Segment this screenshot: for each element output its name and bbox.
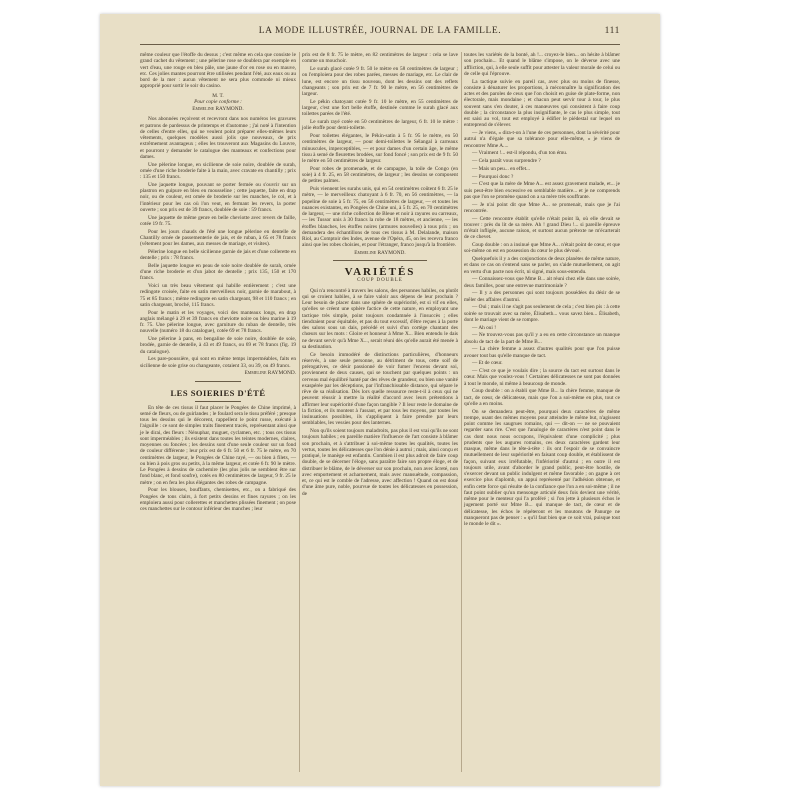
paragraph: Pèlerine longue en belle sicilienne garnie de jais et d'une collerette en dentelle ; prix : 78 francs.	[140, 248, 296, 261]
paragraph: Pour robes de promenade, et de campagne, la toile de Congo (en soie) à 4 fr. 25, en 58 centimètres, de largeur ; les dessins se composent de petites palmes.	[302, 165, 458, 185]
paragraph: Coup double : on a établi que Mme B... la chère femme, manque de tact, de cœur, de délicatesse, mais que l'on a soi-même en plus, tout ce qu'elle a en moins.	[464, 388, 620, 407]
page	[100, 14, 660, 786]
paragraph: Une jaquette longue, pouvant se porter fermée ou s'ouvrir sur un plastron en guipure en bleu en mousseline ; cette jaquette, faite en drap noir, ou de couleur, est ornée de broderie sur les manches, le col, et à l'intérieur pour les cas où l'on veut, en fermant les revers, la porter ouverte ; son prix est de 39 francs, doublée de soie : 59 francs.	[140, 181, 296, 213]
paragraph: Voici un très beau vêtement qui habille entièrement ; c'est une redingote croisée, faite en satin merveilleux noir, garnie de marabout, à 75 et 85 francs ; même redingote en satin chargeant, 98 et 110 francs ; en satin chargeant, broché, 115 francs.	[140, 283, 296, 308]
journal-title: LA MODE ILLUSTRÉE, JOURNAL DE LA FAMILLE.	[258, 26, 502, 36]
paragraph: Quelquefois il y a des conjonctions de deux planètes de même nature, et dans ce cas on s'entend sans se parler, on s'aide mutuellement, on agit en vertu d'un pacte non écrit, ni signé, mais sous-entendu.	[464, 256, 620, 275]
paragraph: toutes les variétés de la bonté, ah !... croyez-le bien... on hésite à blâmer son prochain... Et quand le blâme s'impose, on le déverse avec une affliction, qui, à elle seule suffit pour attester la valeur morale de celui ou de celle qui l'éprouve.	[464, 52, 620, 77]
dialogue-line: — Ne trouvez-vous pas qu'il y a eu en cette circonstance un manque absolu de tact de la part de Mme B...	[464, 332, 620, 345]
paragraph: même couleur que l'étoffe du dessus ; c'est même en cela que consiste le grand cachet du vêtement ; une pèlerine rose se doublera par exemple en vert d'eau, une rouge en bleu pâle, une jaune d'or en rose ou en mauve, etc. Ces jolies mantes pourront être utilisées pendant l'été, aux eaux ou au bord de la mer : aucun vêtement ne sera plus commode ni mieux approprié pour sortir le soir du casino.	[140, 52, 296, 90]
dialogue-line: — Je n'ai point dit que Mme A... se promenait, mais que je l'ai rencontrée.	[464, 201, 620, 214]
paragraph: Qui n'a rencontré à travers les salons, des personnes habiles, ou plutôt qui se croient habiles, à se faire valoir aux dépens de leur prochain ? Leur besoin de placer dans une sphère de supériorité, est si vif en elles, qu'elles se créent une sphère factice de cette nature, en employant une tactique très simple, point toujours condamnée à l'insuccès ; elles tiendraient pour équitable, et pas du tout excessif, d'être reçues à la porte des salons sous un dais, précédé et suivi d'un cortège chantant des chœurs sur les mots : Gloire et honneur à Mme X... Bien entendu le dais ne devant servir qu'à Mme X..., serait réuni dès qu'elle aurait été menée à sa destination.	[302, 287, 458, 350]
section-subtitle: COUP DOUBLE	[357, 278, 403, 284]
header-rule	[140, 44, 620, 45]
dialogue-line: — C'est ce que je voulais dire ; la source du tact est surtout dans le cœur. Mais que voulez-vous ! Certaines délicatesses ne sont pas données à tout le monde, ni même à beaucoup de monde.	[464, 368, 620, 387]
dialogue-line: — C'est que la mère de Mme A... est assez gravement malade, et... je suis peut-être bien excessive en semblable matière... et je ne comprends pas que l'on se promène quand on a sa mère très souffrante.	[464, 181, 620, 200]
dialogue-line: — Connaissez-vous que Mme B... ait réuni chez elle dans une soirée, deux familles, pour une entrevue matrimoniale ?	[464, 276, 620, 289]
section-title: VARIÉTÉS	[344, 266, 416, 279]
paragraph: Ce besoin immodéré de distinctions particulières, d'honneurs réservés, à une seule personne, au détriment de tous, cette soif de prérogatives, ce désir passionné de voir fumer l'encens devant soi, proviennent de deux causes, qui se touchent par quelques points : un cerveau mal équilibré hanté par des rêves de grandeur, ou bien une vanité exaspérée par les déceptions, par l'infranchissable distance, qui sépare le rêve de sa réalisation. Dès lors quelle ressource reste-t-il à ceux qui ne peuvent réussir à mettre la réalité d'accord avec leurs prétentions à affirmer leur supériorité d'une façon tangible ? Il leur reste le domaine de la fiction, et ils montent à l'assaut, et par tous les moyens, par toutes les insinuations possibles, ils s'appliquent à faire prendre par leurs semblables, les vessies pour des lanternes.	[302, 351, 458, 427]
column-3	[464, 52, 620, 529]
paragraph: Non qu'ils soient toujours maladroits, pas plus il est vrai qu'ils ne sont toujours habiles ; en pareille matière l'influence de l'art consiste à blâmer son prochain, et à s'attribuer à soi-même toutes les qualités, toutes les vertus, toutes les délicatesses que l'on dénie à autrui ; mais, ainsi conçu et pratiqué, le manège est enfantin. Combien il est plus adroit de faire coup double, de se décerner l'éloge, sans paraître faire son propre éloge, et de distribuer le blâme, de le déverser sur son prochain, non avec âcreté, non avec emportement et acharnement, mais avec mansuétude, compassion, et, ce qui est le comble de l'adresse, avec affection ! Quand on est doué d'une âme pure, noble, pourvue de toutes les délicatesses en possession, de	[302, 428, 459, 497]
paragraph: Pour les blouses, bouffants, chemisettes, etc., on a fabriqué des Pongées de tons clairs, à fort petits dessins et fines rayures ; on les emploiera aussi pour collerettes et manchettes plissées finement ; on pose ces manchettes sur le contour inférieur des manches ; leur	[140, 487, 296, 512]
paragraph: Pour les jours chauds de l'été une longue pèlerine en dentelle de Chantilly ornée de passementerie de jais, et de ruban, à 65 et 78 francs (vêtement pour les dames, aux messes de mariage, et visites).	[140, 228, 296, 247]
column-divider	[461, 52, 462, 772]
signature: Emmeline RAYMOND.	[192, 106, 244, 112]
dialogue-line: — Vraiment !... est-il répondu, d'un ton ému.	[472, 150, 568, 157]
paragraph: La tactique suivie en pareil cas, avec plus ou moins de finesse, consiste à dénaturer les proportions, à méconnaître la signification des actes et des paroles de ceux que l'on choisit en guise de plate-forme, non électorale, mais mondaine ; et chacun peut servir tour à tour, le plus souvent sans s'en douter, à ces manœuvres qui consistent à faire coup double ; la circonstance la plus insignifiante, le cas le plus simple, tout est saisi au vol, tout est employé à édifier le piédestal sur lequel on entreprend de s'élever.	[464, 78, 620, 129]
dialogue-line: — La chère femme a assez d'autres qualités pour que l'on puisse avouer tout bas qu'elle manque de tact.	[464, 346, 620, 359]
paragraph: Le surah rayé cotée en 50 centimètres de largeur, 6 fr. 10 le mètre : jolie étoffe pour demi-toilette.	[302, 119, 458, 132]
signature: Emmeline RAYMOND.	[244, 370, 296, 377]
signature: Emmeline RAYMOND.	[354, 250, 406, 256]
paragraph: Coup double : on a insinué que Mme A... n'était point de cœur, et que soi-même on est en possession du cœur le plus dévoué.	[464, 242, 620, 255]
section-rule	[195, 401, 242, 402]
section-title: LES SOIERIES D'ÉTÉ	[170, 387, 266, 398]
dialogue-line: — Et de cœur.	[472, 360, 503, 367]
paragraph: En tête de ces tissus il faut placer le Pongées de Chine imprimé, à semé de fleurs, ou de guirlandes ; le foulard sera le tissu préféré ; presque tous les dessins qui le décorent, rappellent le point russe, exécuté à l'aiguille : ce sont de simples traits finement tracés, représentant ainsi que je le dirai, des fleurs : Nénuphar, muguet, cyclamen, etc. ; tous ces tissus sont imperméables ; ils existent dans toutes les teintes modernes, claires, moyennes ou foncées ; les dessins sont d'une seule couleur sur un fond de couleur différente ; leur prix est de 6 fr. 50 et 6 fr. 75 le mètre, en 70 centimètres de largeur, le Pongées de Chine rayé, — ou bien à filets, — ou bien à pois gros ou petits, à la même largeur, et cotée 6 fr. 90 le mètre. Le Pongées à dessins de cachemire (les plus jolis ne semblent être sur fond blanc, et fond soufre), cotés en 80 centimètres de largeur, 9 fr. 25 le mètre ; on en fera les plus élégantes des robes de campagne.	[140, 404, 296, 486]
dialogue-line: — Cette rencontre établit qu'elle n'était point là, où elle devait se trouver : près du lit de sa mère. Ah ! grand Dieu !... si pareille épreuve m'était infligée, aucune raison, et surtout aucun prétexte ne m'écarterait de ce chevet.	[464, 215, 620, 241]
paragraph: Le pékin chatoyant cotée 9 fr. 10 le mètre, en 55 centimètres de largeur, c'est une fort belle étoffe, destinée comme le surah glacé aux toilettes parées de l'été.	[302, 98, 458, 118]
copy-conform: Pour copie conforme :	[194, 98, 242, 105]
dialogue-line: — Il y a des personnes qui sont toujours possédées du désir de se mêler des affaires d'autrui.	[464, 290, 620, 303]
dialogue-line: — Ah oui !	[472, 324, 496, 331]
paragraph: Une pèlerine à pans, en bengaline de soie noire, doublée de soie, brodée, garnie de dentelle, à 43 et 49 francs, ou 69 et 78 francs (fig. 19 du catalogue).	[140, 336, 296, 355]
initials: M. T.	[212, 92, 224, 99]
section-rule	[195, 381, 242, 382]
page-number: 111	[604, 26, 620, 36]
paragraph: Le surah glacé cotée 9 fr. 50 le mètre en 58 centimètres de largeur ; on l'emploiera pour des robes parées, messes de mariage, etc. Le clair de lune, est encore un tissu nouveau, dont les dessins ont des reflets changeants ; son prix est de 7 fr. 90 le mètre, en 56 centimètres de largeur.	[302, 66, 458, 97]
paragraph: Nos abonnées reçoivent et recevront dans nos numéros les gravures et patrons de pardessus de printemps et d'automne ; j'ai noté à l'intention de celles d'entre elles, qui ne veulent point préparer elles-mêmes leurs vêtements, quelques modèles aussi jolis que nouveaux, de prix extrêmement avantageux ; elles les trouveront aux Magasins du Louvre, et pourront y demander le catalogue des manteaux et confections pour dames.	[140, 116, 296, 160]
paragraph: Pour le matin et les voyages, voici des manteaux longs, en drap anglais mélangé à 29 et 39 francs en cheviotte noire ou bleu marine à 19 fr. 75. Une pèlerine longue, avec garniture du ruban de dentelle, très nouvelle (numéro 18 du catalogue), cotée 69 et 78 francs.	[140, 309, 296, 335]
page-header	[140, 26, 620, 42]
column-1	[140, 52, 296, 514]
dialogue-line: — Mais un peu... en effet...	[472, 165, 531, 172]
dialogue-line: — Oui ; mais il ne s'agit pas seulement de cela ; c'est bien pis : à cette soirée se trouvait avec sa mère, Élisabeth... vous savez bien... Élisabeth, dont le mariage vient de se rompre.	[464, 304, 620, 323]
section-rule	[333, 260, 427, 261]
column-divider	[299, 52, 300, 772]
paragraph: Belle jaquette longue en peau de soie noire doublée de surah, ornée d'une riche broderie et d'un jabot de dentelle ; prix 135, 150 et 170 francs.	[140, 262, 296, 282]
paragraph: Puis viennent les surahs unis, qui en 54 centimètres coûtent 6 fr. 25 le mètre, — le merveilleux chatoyant à 6 fr. 70, en 56 centimètres, — la popeline de soie à 5 fr. 75, en 56 centimètres de largeur, — et toutes les nuances existantes, en Pongées de Chine uni, à 5 fr. 25, en 70 centimètres de largeur, — une riche collection de Bleue et noir à rayures ou carreaux, — les Tussor unis à 30 francs la robe de 18 mètres, et ancienne, — les étoffes blanches, les étoffes noires (armures nouvelles) à tous prix ; on demandera des échantillons de tous ces tissus à M. Delalande, maison Riol, au Comptoir des Indes, avenue de l'Opéra, 45, on les recevra franco ainsi que les robes choisies, et pour l'étranger, franco jusqu'à la frontière.	[302, 186, 458, 249]
column-2	[302, 52, 458, 498]
dialogue-line: — Pourquoi donc ?	[472, 173, 514, 180]
paragraph: Pour toilettes élégantes, le Pékin-satin à 5 fr. 95 le mètre, en 50 centimètres de largeur, — pour demi-toilettes le Sélangal à carreaux minuscules, imperceptibles, — et pour dames d'un certain âge, le même tissu à semé de fleurettes brodées, sur fond foncé ; son prix est de 9 fr. 50 le mètre en 50 centimètres de largeur.	[302, 133, 458, 164]
paragraph: Une pèlerine longue, en sicilienne de soie noire, doublée de surah, ornée d'une riche broderie faite à la main, avec cravate en chantilly ; prix : 135 et 150 francs.	[140, 161, 296, 180]
paragraph: prix est de 8 fr. 75 le mètre, en 82 centimètres de largeur : cela se lave comme un mouchoir.	[302, 52, 458, 65]
paragraph: On se demandera peut-être, pourquoi deux caractères de même trempe, usant des mêmes moyens pour atteindre le même but, n'agissent point comme les saugrues romains, qui — dit-on — ne se pouvaient regarder sans rire. C'est que l'analogie de caractères n'est point dans le cas dont nous nous occupons, l'équivalent d'une complicité ; plus prudents que les augures romains, ces deux caractères gardent leur masque, même dans le tête-à-tête : ils ont l'espoir de se convaincre mutuellement de leur supériorité en faisant coup double, et établissent de façon, suivant eux irréfutable, l'infériorité d'autrui ; en outre il est toujours utile, avant d'aborder le grand public, peut-être hostile, de s'exercer devant un public indulgent et même favorable ; on gagne à cet exercice plus d'aplomb, un appui représenté par l'adhésion obtenue, et enfin cette force qui résulte de la confiance que l'on a en soi-même ; il ne faut point oublier qu'un mensonge articulé deux fois devient une vérité, même pour le menteur qui l'a proféré ; si l'on jette à plusieurs échos le jugement porté sur Mme B... qui manque de tact, de cœur et de délicatesse, les échos le répéteront et les moutons de Panurge ne manqueront pas de penser : « qu'il faut bien que ce soit vrai, puisque tout le monde le dit ».	[464, 408, 620, 527]
paragraph: Les pare-poussière, qui sont en même temps imperméables, faits en sicilienne de soie grise ou changeante, cotaient 33, ou 39, ou 49 francs.	[140, 356, 296, 369]
dialogue-line: — Je viens, » dira-t-on à l'une de ces personnes, dont la sévérité pour autrui n'a d'égale que sa tolérance pour elle-même, « je viens de rencontrer Mme A....	[464, 130, 620, 149]
paragraph: Une jaquette de même genre en belle cheviotte avec revers de faille, cotée 19 fr. 75.	[140, 214, 296, 227]
dialogue-line: — Cela paraît vous surprendre ?	[472, 158, 541, 164]
